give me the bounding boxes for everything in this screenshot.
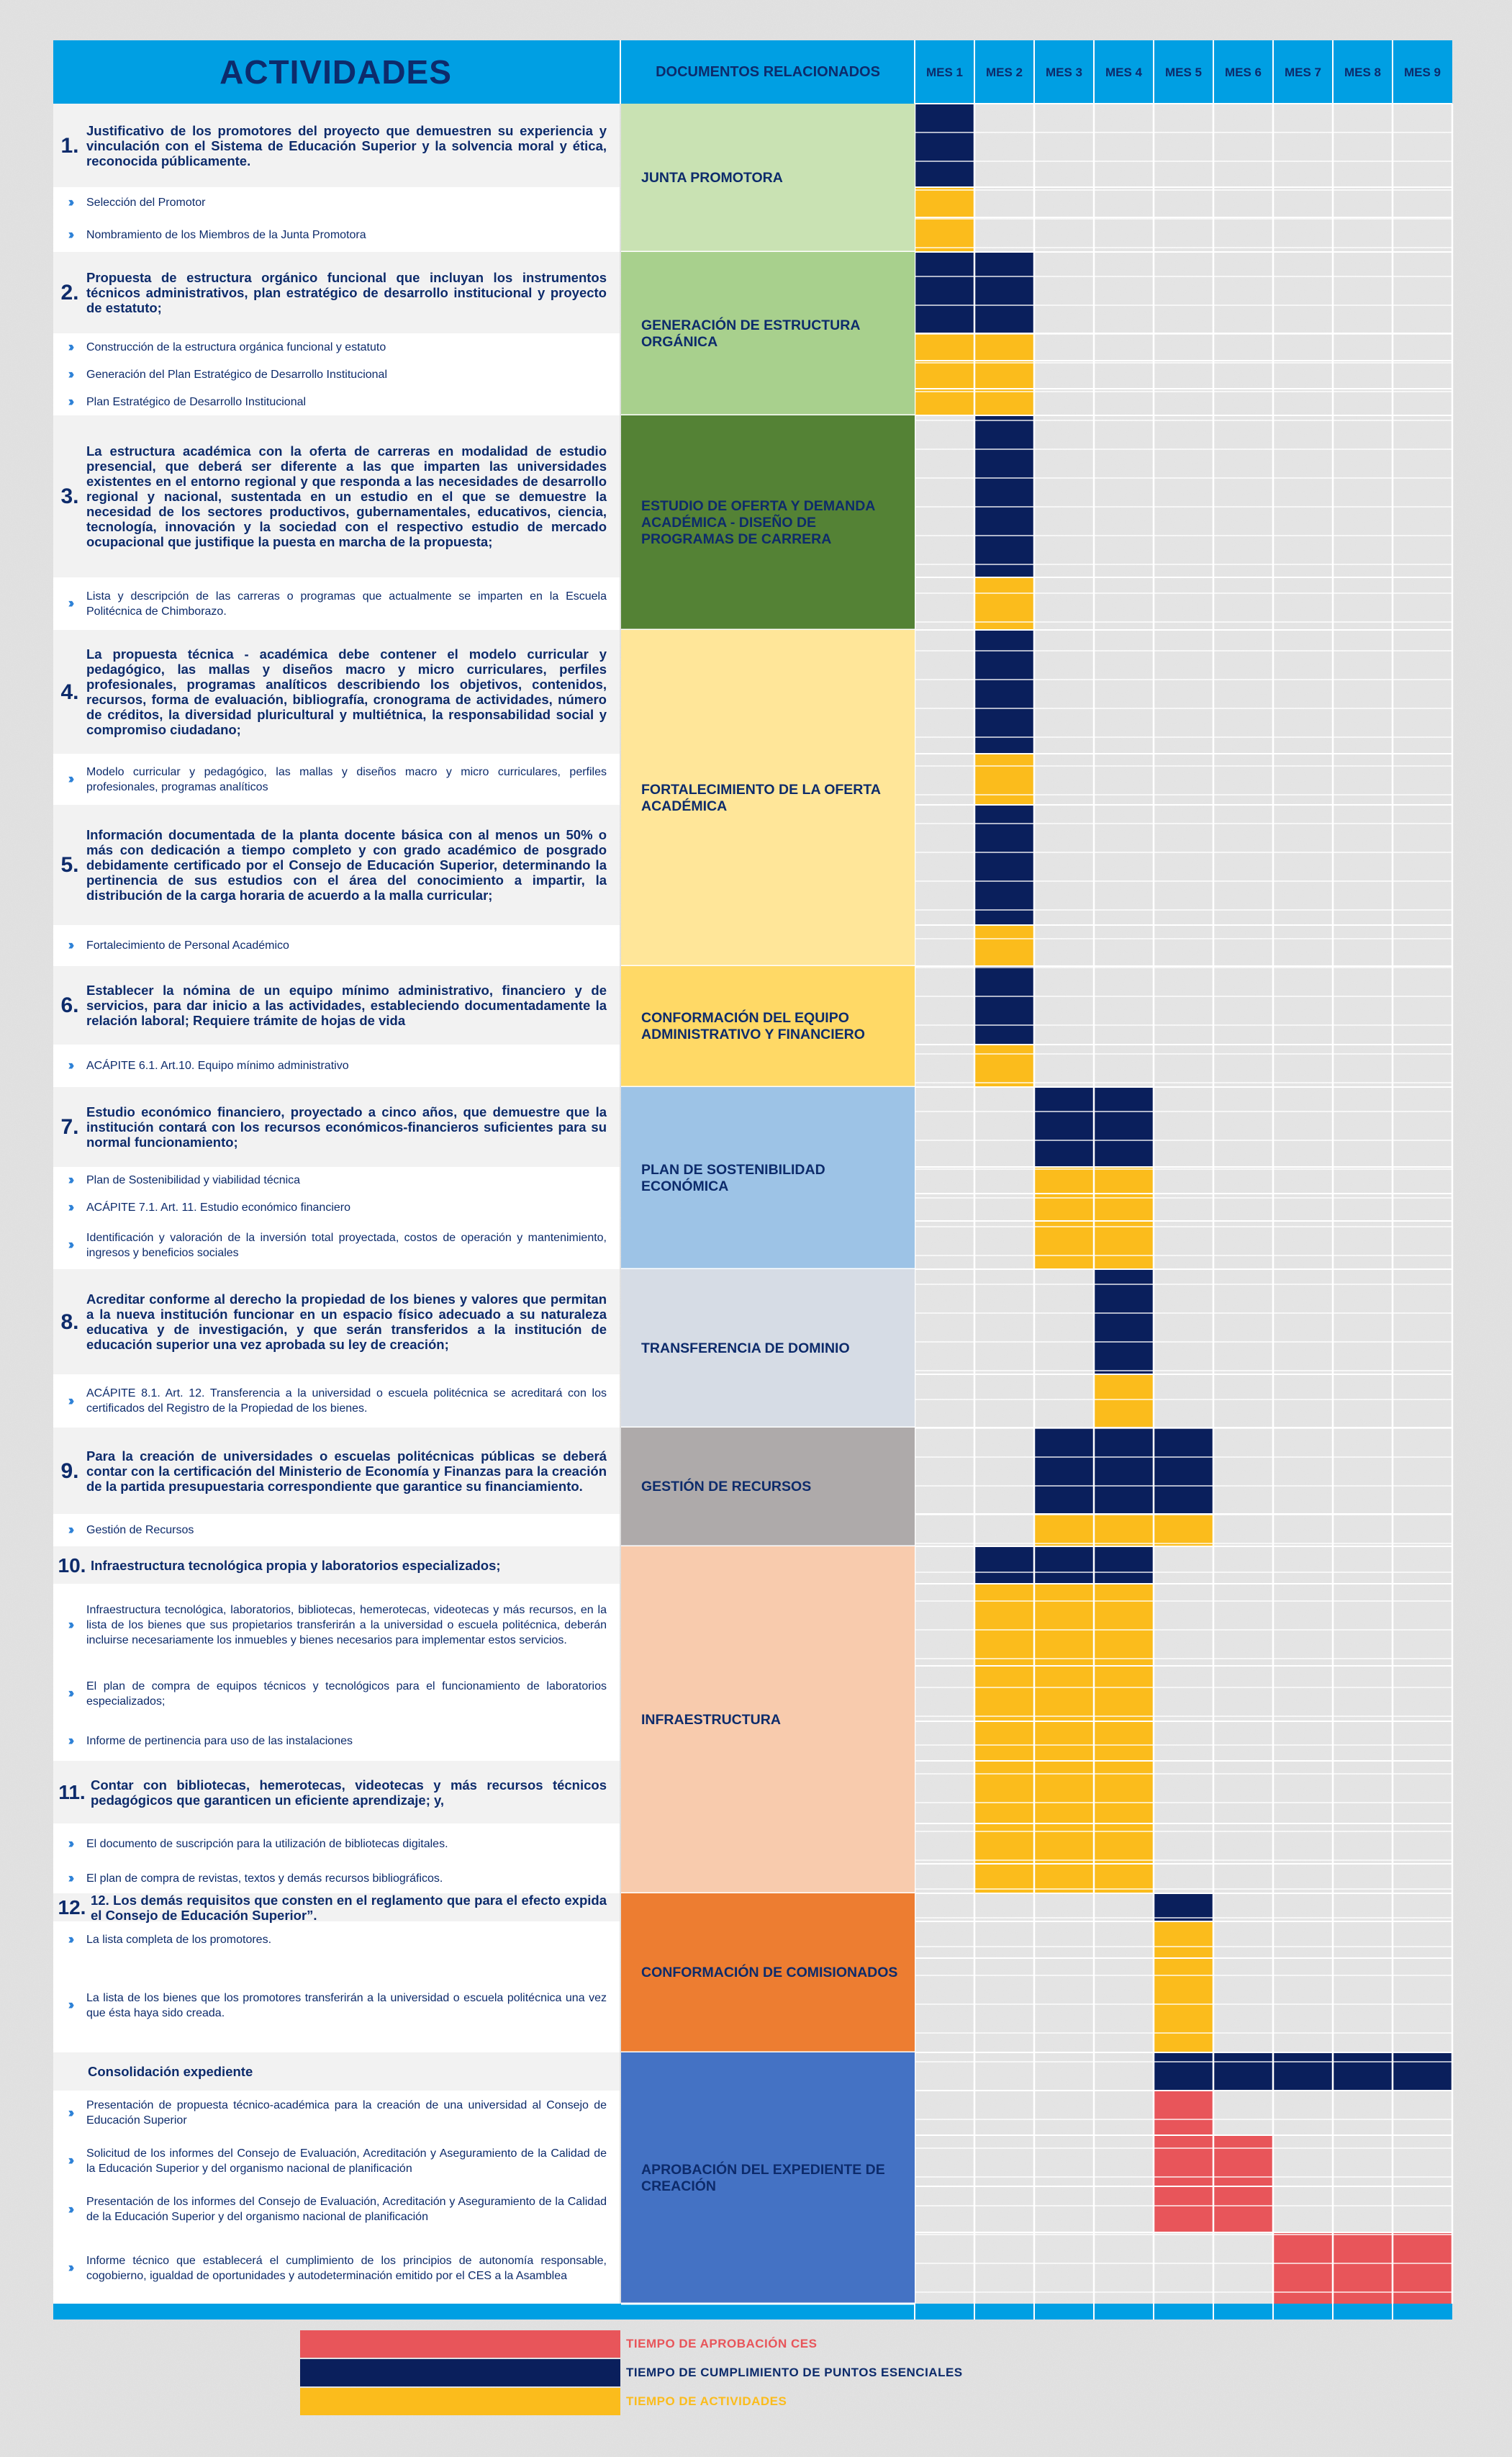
main-activity-row xyxy=(53,1087,620,1167)
main-activity-row xyxy=(53,415,620,577)
gantt-bar-month-5 xyxy=(1154,2186,1213,2232)
document-label: JUNTA PROMOTORA xyxy=(641,169,783,186)
gantt-bar-month-2 xyxy=(974,1045,1034,1087)
double-chevron-right-icon: ›› xyxy=(68,772,72,787)
gantt-bar-month-6 xyxy=(1213,2135,1273,2186)
activity-number: 9. xyxy=(60,1459,79,1483)
gantt-bar-month-5 xyxy=(1154,1893,1213,1921)
gantt-bar-month-4 xyxy=(1094,1514,1154,1546)
gantt-bar-month-9 xyxy=(1393,2052,1452,2091)
sub-activity-text: Selección del Promotor xyxy=(86,196,206,209)
sub-activity-text: Fortalecimiento de Personal Académico xyxy=(86,939,289,952)
sub-activity-text: La lista completa de los promotores. xyxy=(86,1934,272,1946)
document-label: FORTALECIMIENTO DE LA OFERTA ACADÉMICA xyxy=(641,781,881,814)
gantt-bar-month-4 xyxy=(1094,1546,1154,1584)
sub-activity-text: Solicitud de los informes del Consejo de Evaluación, Acreditación y Aseguramiento de la Calidad de la Educación Superior y del organismo nacional de planificación xyxy=(86,2147,607,2175)
sub-activity-text: Plan Estratégico de Desarrollo Institucional xyxy=(86,396,307,408)
gantt-bar-month-2 xyxy=(974,630,1034,754)
sub-activity-text: Presentación de los informes del Consejo de Evaluación, Acreditación y Aseguramiento de la Calidad de la Educación Superior y del organismo nacional de planificación xyxy=(86,2196,607,2223)
double-chevron-right-icon: ›› xyxy=(68,1523,72,1538)
sub-activity-text: Infraestructura tecnológica, laboratorios, bibliotecas, hemerotecas, videotecas y más recursos, en la lista de los bienes que sus propietarios transferirán a la universidad o escuela politécnica, deberán incluirse necesariamente los inmuebles y bienes necesarios para implementar estos servicios. xyxy=(86,1603,607,1646)
gantt-bar-month-6 xyxy=(1213,2052,1273,2091)
activity-text: 12. Los demás requisitos que consten en el reglamento que para el efecto expida el Consejo de Educación Superior”. xyxy=(91,1892,607,1923)
main-activity-row xyxy=(53,1428,620,1514)
month-header-4: MES 4 xyxy=(1105,66,1143,79)
section-title-row xyxy=(53,2052,620,2091)
activity-number: 12. xyxy=(58,1896,86,1919)
double-chevron-right-icon: ›› xyxy=(68,1932,72,1947)
gantt-bar-month-1 xyxy=(915,333,974,361)
document-label: GENERACIÓN DE ESTRUCTURA ORGÁNICA xyxy=(641,317,860,350)
double-chevron-right-icon: ›› xyxy=(68,2260,72,2276)
main-activity-row xyxy=(53,966,620,1045)
activity-text: Información documentada de la planta docente básica con al menos un 50% o más con dedicación a tiempo completo y con grado académico de posgrado debidamente certificado por el Consejo de Educación Superior, determinando la pertinencia de sus estudios con el área del conocimiento a impartir, la distribución de la carga horaria de acuerdo a la malla curricular; xyxy=(86,827,607,903)
gantt-bar-month-3 xyxy=(1034,1546,1094,1584)
activity-number: 8. xyxy=(60,1309,79,1334)
activity-number: 11. xyxy=(58,1781,86,1803)
sub-activity-text: Modelo curricular y pedagógico, las mallas y diseños macro y micro curriculares, perfiles profesionales, programas analíticos xyxy=(86,765,607,793)
activity-text: La propuesta técnica - académica debe contener el modelo curricular y pedagógico, las mallas y diseños macro y micro curriculares, perfiles profesionales, programas analíticos describiendo los objetivos, contenidos, recursos, forma de evaluación, bibliografía, cronograma de actividades, número de créditos, la diversidad pluricultural y multiétnica, la responsabilidad social y compromiso ciudadano; xyxy=(86,646,607,737)
sub-activity-row xyxy=(53,333,620,361)
gantt-bar-month-2 xyxy=(974,1761,1034,1823)
gantt-bar-month-7 xyxy=(1273,2052,1333,2091)
activity-text: Contar con bibliotecas, hemerotecas, videotecas y más recursos técnicos pedagógicos que garanticen un eficiente aprendizaje; y, xyxy=(91,1777,607,1808)
document-label: TRANSFERENCIA DE DOMINIO xyxy=(641,1340,850,1356)
documents-column-header: DOCUMENTOS RELACIONADOS xyxy=(656,63,880,80)
gantt-bar-month-4 xyxy=(1094,1761,1154,1823)
gantt-bar-month-4 xyxy=(1094,1087,1154,1167)
gantt-bar-month-5 xyxy=(1154,2091,1213,2135)
gantt-bar-month-9 xyxy=(1393,2232,1452,2304)
sub-activity-row xyxy=(53,754,620,805)
sub-activity-row xyxy=(53,1721,620,1761)
month-header-5: MES 5 xyxy=(1164,66,1203,79)
sub-activity-text: El plan de compra de revistas, textos y demás recursos bibliográficos. xyxy=(86,1872,443,1885)
activity-number: 6. xyxy=(60,993,79,1017)
sub-activity-text: Informe de pertinencia para uso de las instalaciones xyxy=(86,1735,353,1747)
gantt-bar-month-5 xyxy=(1154,1921,1213,1958)
gantt-bar-month-2 xyxy=(974,754,1034,805)
sub-activity-row xyxy=(53,1167,620,1194)
double-chevron-right-icon: ›› xyxy=(68,227,72,243)
legend-swatch xyxy=(300,2388,620,2415)
gantt-bar-month-5 xyxy=(1154,2135,1213,2186)
main-activity-row xyxy=(53,805,620,925)
document-label: ESTUDIO DE OFERTA Y DEMANDA ACADÉMICA - DISEÑO DE PROGRAMAS DE CARRERA xyxy=(641,497,875,547)
activity-number: 4. xyxy=(60,680,79,704)
month-header-6: MES 6 xyxy=(1224,66,1262,79)
legend-swatch xyxy=(300,2359,620,2386)
gantt-bar-month-1 xyxy=(915,187,974,217)
document-label: CONFORMACIÓN DE COMISIONADOS xyxy=(641,1965,898,1980)
double-chevron-right-icon: ›› xyxy=(68,1836,72,1852)
gantt-bar-month-4 xyxy=(1094,1584,1154,1666)
legend-label: TIEMPO DE APROBACIÓN CES xyxy=(626,2337,818,2350)
gantt-bar-month-2 xyxy=(974,415,1034,577)
double-chevron-right-icon: ›› xyxy=(68,339,72,355)
sub-activity-row xyxy=(53,1374,620,1428)
gantt-bar-month-8 xyxy=(1333,2232,1393,2304)
gantt-bar-month-4 xyxy=(1094,1269,1154,1374)
double-chevron-right-icon: ›› xyxy=(68,1734,72,1749)
sub-activity-text: ACÁPITE 8.1. Art. 12. Transferencia a la universidad o escuela politécnica se acreditará con los certificados del Registro de la Propiedad de los bienes. xyxy=(86,1387,607,1415)
double-chevron-right-icon: ›› xyxy=(68,2105,72,2121)
gantt-bar-month-1 xyxy=(915,252,974,333)
gantt-bar-month-5 xyxy=(1154,1514,1213,1546)
activities-title: ACTIVIDADES xyxy=(219,53,452,91)
document-label: GESTIÓN DE RECURSOS xyxy=(641,1479,812,1495)
activity-text: Infraestructura tecnológica propia y laboratorios especializados; xyxy=(91,1557,501,1573)
activity-number: 2. xyxy=(60,281,79,305)
sub-activity-row xyxy=(53,1584,620,1666)
gantt-bar-month-6 xyxy=(1213,2186,1273,2232)
activity-text: Consolidación expediente xyxy=(88,2064,253,2079)
double-chevron-right-icon: ›› xyxy=(68,367,72,382)
sub-activity-row xyxy=(53,1864,620,1893)
double-chevron-right-icon: ›› xyxy=(68,1617,72,1633)
gantt-bar-month-2 xyxy=(974,389,1034,415)
sub-activity-row xyxy=(53,925,620,966)
double-chevron-right-icon: ›› xyxy=(68,2201,72,2217)
gantt-bar-month-8 xyxy=(1333,2052,1393,2091)
gantt-bar-month-3 xyxy=(1034,1167,1094,1194)
sub-activity-row xyxy=(53,2186,620,2232)
document-label: CONFORMACIÓN DEL EQUIPO ADMINISTRATIVO Y FINANCIERO xyxy=(641,1010,865,1042)
gantt-bar-month-4 xyxy=(1094,1374,1154,1428)
gantt-bar-month-2 xyxy=(974,805,1034,925)
activity-number: 3. xyxy=(60,484,79,508)
sub-activity-text: Plan de Sostenibilidad y viabilidad técnica xyxy=(86,1174,301,1186)
activity-text: Establecer la nómina de un equipo mínimo administrativo, financiero y de servicios, para dar inicio a las actividades, estableciendo documentadamente la relación laboral; Requiere trámite de hojas de vida xyxy=(86,983,607,1028)
double-chevron-right-icon: ›› xyxy=(68,1199,72,1215)
gantt-bar-month-2 xyxy=(974,252,1034,333)
gantt-bar-month-1 xyxy=(915,389,974,415)
double-chevron-right-icon: ›› xyxy=(68,2153,72,2168)
month-header-1: MES 1 xyxy=(925,66,964,79)
gantt-bar-month-4 xyxy=(1094,1823,1154,1864)
activity-number: 10. xyxy=(58,1554,86,1577)
main-activity-row xyxy=(53,1893,620,1921)
gantt-bar-month-2 xyxy=(974,966,1034,1045)
main-activity-row xyxy=(53,630,620,754)
activity-text: Estudio económico financiero, proyectado a cinco años, que demuestre que la institución contará con los recursos económicos-financieros suficientes para su normal funcionamiento; xyxy=(86,1104,607,1150)
gantt-bar-month-3 xyxy=(1034,1721,1094,1761)
double-chevron-right-icon: ›› xyxy=(68,1998,72,2013)
activity-text: Justificativo de los promotores del proyecto que demuestren su experiencia y vinculación con el Sistema de Educación Superior y la solvencia moral y ética, reconocida públicamente. xyxy=(86,122,607,168)
double-chevron-right-icon: ›› xyxy=(68,1237,72,1253)
gantt-bar-month-5 xyxy=(1154,2052,1213,2091)
gantt-bar-month-3 xyxy=(1034,1761,1094,1823)
legend-label: TIEMPO DE CUMPLIMIENTO DE PUNTOS ESENCIALES xyxy=(626,2366,963,2379)
gantt-bar-month-4 xyxy=(1094,1666,1154,1721)
gantt-bar-month-5 xyxy=(1154,1958,1213,2052)
double-chevron-right-icon: ›› xyxy=(68,938,72,953)
document-label: PLAN DE SOSTENIBILIDAD ECONÓMICA xyxy=(641,1161,825,1194)
main-activity-row xyxy=(53,1761,620,1823)
sub-activity-text: Lista y descripción de las carreras o programas que actualmente se imparten en la Escuela Politécnica de Chimborazo. xyxy=(86,590,607,618)
sub-activity-text: La lista de los bienes que los promotores transferirán a la universidad o escuela politécnica una vez que ésta haya sido creada. xyxy=(86,1991,607,2019)
month-header-2: MES 2 xyxy=(985,66,1023,79)
sub-activity-row xyxy=(53,1921,620,1958)
gantt-bar-month-3 xyxy=(1034,1514,1094,1546)
double-chevron-right-icon: ›› xyxy=(68,1686,72,1701)
sub-activity-row xyxy=(53,1221,620,1269)
gantt-bar-month-3 xyxy=(1034,1823,1094,1864)
sub-activity-text: Identificación y valoración de la inversión total proyectada, costos de operación y mantenimiento, ingresos y beneficios sociales xyxy=(86,1231,607,1259)
sub-activity-text: Informe técnico que establecerá el cumplimiento de los principios de autonomía responsable, cogobierno, igualdad de oportunidades y autodeterminación emitido por el CES a la Asamblea xyxy=(86,2254,607,2282)
main-activity-row xyxy=(53,252,620,333)
legend-swatch xyxy=(300,2330,620,2358)
double-chevron-right-icon: ›› xyxy=(68,1058,72,1073)
activity-text: Acreditar conforme al derecho la propiedad de los bienes y valores que permitan a la nueva institución funcionar en un espacio físico adecuado a su naturaleza educativa y de investigación, y que serán transferidos a la institución de educación superior una vez aprobada su ley de creación; xyxy=(86,1291,607,1352)
sub-activity-row xyxy=(53,187,620,217)
gantt-bar-month-2 xyxy=(974,1721,1034,1761)
sub-activity-text: ACÁPITE 7.1. Art. 11. Estudio económico financiero xyxy=(86,1201,350,1214)
sub-activity-text: El documento de suscripción para la utilización de bibliotecas digitales. xyxy=(86,1837,448,1850)
gantt-bar-month-4 xyxy=(1094,1428,1154,1514)
sub-activity-row xyxy=(53,2232,620,2304)
activity-number: 7. xyxy=(60,1115,79,1139)
sub-activity-text: Presentación de propuesta técnico-académica para la creación de una universidad al Consejo de Educación Superior xyxy=(86,2099,607,2127)
gantt-bar-month-4 xyxy=(1094,1167,1154,1194)
gantt-bar-month-2 xyxy=(974,333,1034,361)
activity-text: Para la creación de universidades o escuelas politécnicas públicas se deberá contar con la certificación del Ministerio de Economía y Finanzas para la creación de la partida presupuestaria correspondiente que garantice su financiamiento. xyxy=(86,1448,607,1494)
gantt-bar-month-4 xyxy=(1094,1721,1154,1761)
main-activity-row xyxy=(53,1546,620,1584)
double-chevron-right-icon: ›› xyxy=(68,1871,72,1886)
gantt-bar-month-5 xyxy=(1154,1428,1213,1514)
sub-activity-row xyxy=(53,2091,620,2135)
sub-activity-row xyxy=(53,1194,620,1221)
gantt-bar-month-3 xyxy=(1034,1087,1094,1167)
month-header-8: MES 8 xyxy=(1344,66,1382,79)
document-label: INFRAESTRUCTURA xyxy=(641,1711,781,1728)
double-chevron-right-icon: ›› xyxy=(68,1173,72,1188)
gantt-bar-month-3 xyxy=(1034,1221,1094,1269)
sub-activity-text: ACÁPITE 6.1. Art.10. Equipo mínimo administrativo xyxy=(86,1060,349,1072)
gantt-bar-month-1 xyxy=(915,104,974,187)
gantt-bar-month-1 xyxy=(915,361,974,389)
gantt-bar-month-2 xyxy=(974,361,1034,389)
gantt-bar-month-2 xyxy=(974,1823,1034,1864)
sub-activity-row xyxy=(53,2135,620,2186)
gantt-bar-month-4 xyxy=(1094,1221,1154,1269)
sub-activity-row xyxy=(53,389,620,415)
footer-band xyxy=(53,2304,1452,2320)
sub-activity-text: Nombramiento de los Miembros de la Junta Promotora xyxy=(86,228,366,241)
main-activity-row xyxy=(53,104,620,187)
gantt-bar-month-3 xyxy=(1034,1584,1094,1666)
gantt-bar-month-2 xyxy=(974,1584,1034,1666)
gantt-bar-month-2 xyxy=(974,1546,1034,1584)
double-chevron-right-icon: ›› xyxy=(68,596,72,611)
activity-number: 5. xyxy=(60,853,79,877)
gantt-bar-month-3 xyxy=(1034,1428,1094,1514)
gantt-bar-month-1 xyxy=(915,217,974,252)
activity-number: 1. xyxy=(60,133,79,158)
sub-activity-row xyxy=(53,361,620,389)
month-header-7: MES 7 xyxy=(1284,66,1322,79)
legend-label: TIEMPO DE ACTIVIDADES xyxy=(626,2394,787,2408)
sub-activity-text: Construcción de la estructura orgánica funcional y estatuto xyxy=(86,341,386,353)
main-activity-row xyxy=(53,1269,620,1374)
double-chevron-right-icon: ›› xyxy=(68,194,72,210)
gantt-bar-month-2 xyxy=(974,1666,1034,1721)
activity-text: Propuesta de estructura orgánico funcional que incluyan los instrumentos técnicos administrativos, plan estratégico de desarrollo institucional y proyecto de estatuto; xyxy=(86,270,607,315)
gantt-bar-month-2 xyxy=(974,925,1034,966)
gantt-bar-month-3 xyxy=(1034,1666,1094,1721)
sub-activity-text: El plan de compra de equipos técnicos y tecnológicos para el funcionamiento de laboratorios especializados; xyxy=(86,1680,607,1708)
sub-activity-row xyxy=(53,577,620,630)
gantt-bar-month-7 xyxy=(1273,2232,1333,2304)
sub-activity-row xyxy=(53,217,620,252)
month-header-3: MES 3 xyxy=(1045,66,1083,79)
sub-activity-text: Gestión de Recursos xyxy=(86,1524,194,1536)
sub-activity-row xyxy=(53,1514,620,1546)
double-chevron-right-icon: ›› xyxy=(68,395,72,410)
sub-activity-row xyxy=(53,1823,620,1864)
double-chevron-right-icon: ›› xyxy=(68,1393,72,1409)
month-header-9: MES 9 xyxy=(1403,66,1441,79)
document-label: APROBACIÓN DEL EXPEDIENTE DE CREACIÓN xyxy=(641,2161,885,2194)
sub-activity-row xyxy=(53,1958,620,2052)
activity-text: La estructura académica con la oferta de carreras en modalidad de estudio presencial, que deberá ser diferente a las que imparten las universidades existentes en el entorno regional y que responda a las necesidades de desarrollo regional y nacional, sustentada en un estudio en el que se demuestre la necesidad de los sectores productivos, gubernamentales, educativos, ciencia, tecnología, innovación y la sociedad con el respectivo estudio de mercado ocupacional que justifique la puesta en marcha de la propuesta; xyxy=(86,443,607,549)
sub-activity-text: Generación del Plan Estratégico de Desarrollo Institucional xyxy=(86,369,388,381)
sub-activity-row xyxy=(53,1045,620,1087)
sub-activity-row xyxy=(53,1666,620,1721)
